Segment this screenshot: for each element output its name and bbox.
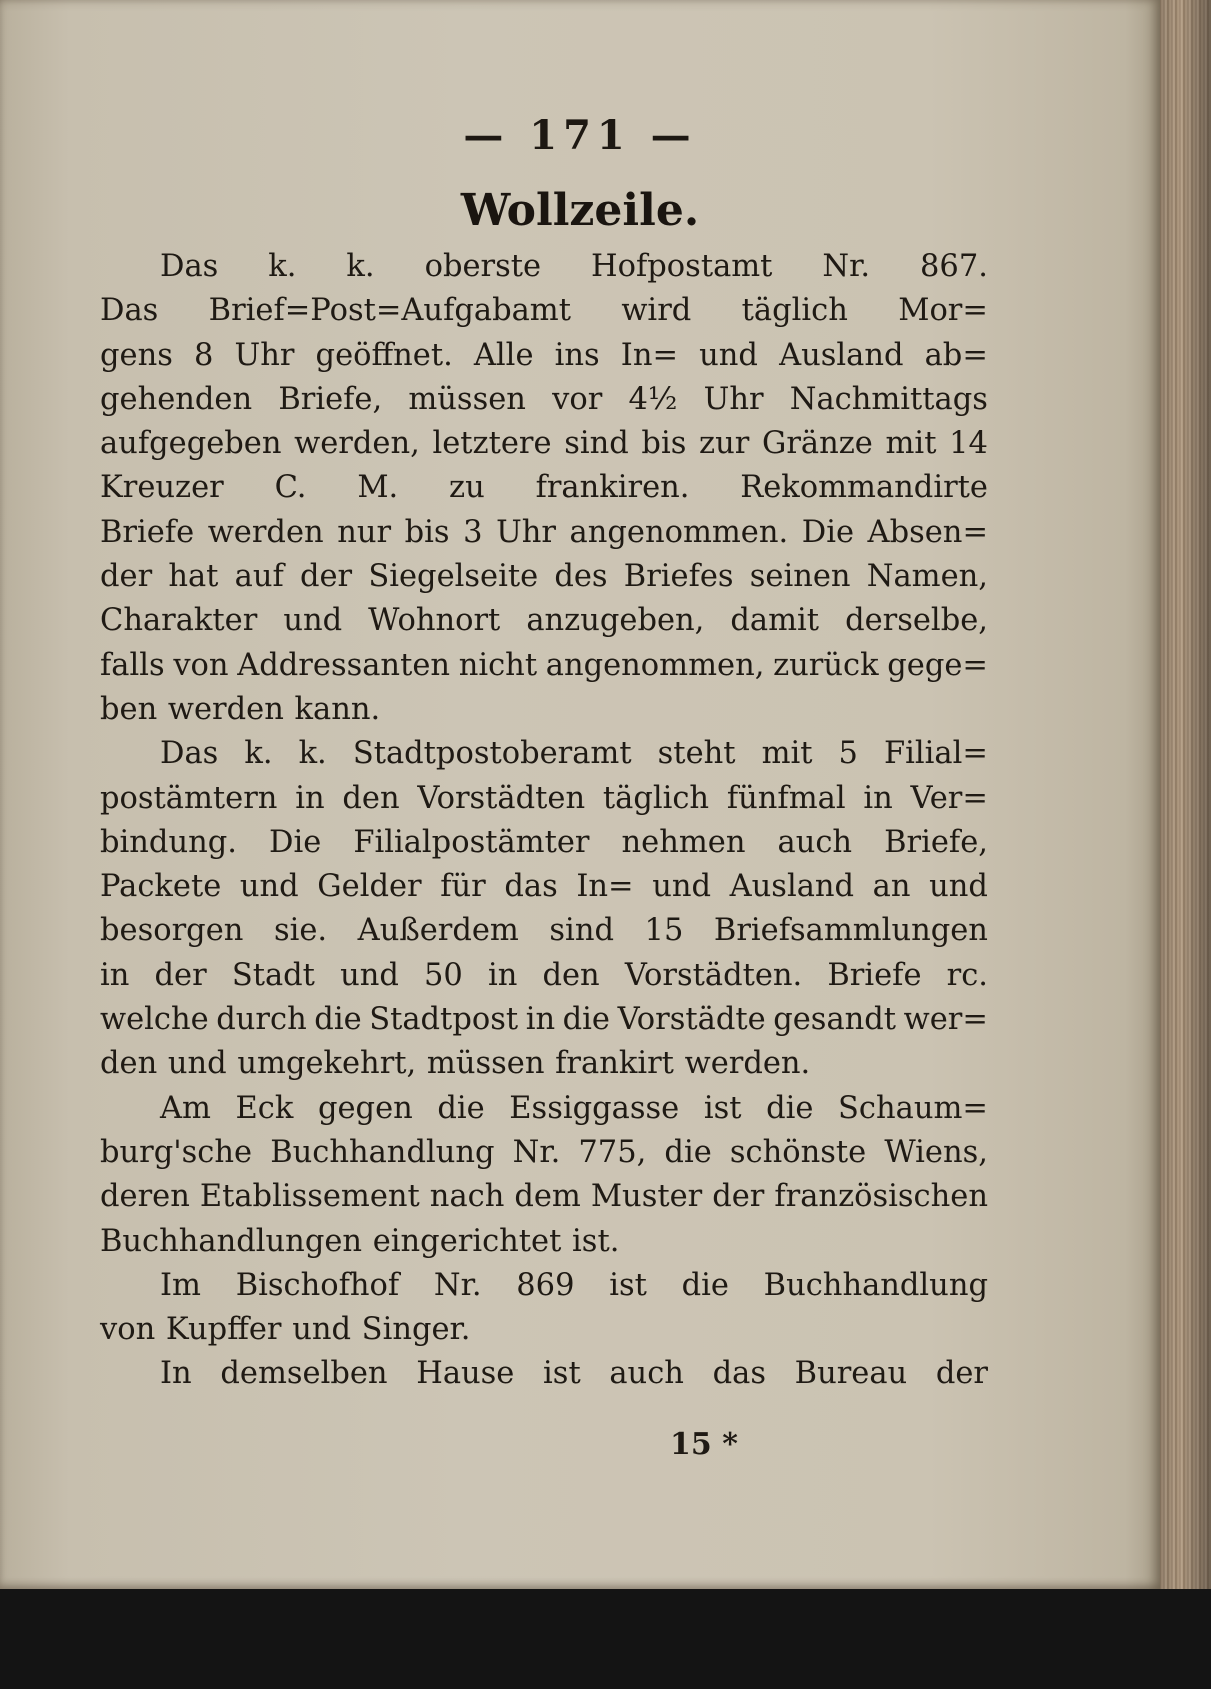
- signature-mark: 15 *: [670, 1427, 738, 1462]
- text-line: von Kupffer und Singer.: [100, 1312, 471, 1348]
- text-line: In demselben Hause ist auch das Bureau der: [160, 1356, 988, 1392]
- page-number: — 171 —: [463, 112, 697, 159]
- text-line: der hat auf der Siegelseite des Briefes seinen Namen,: [100, 559, 988, 595]
- text-line: burg'sche Buchhandlung Nr. 775, die schönste Wiens,: [100, 1134, 988, 1170]
- text-line: besorgen sie. Außerdem sind 15 Briefsammlungen: [100, 913, 988, 949]
- text-line: welche durch die Stadtpost in die Vorstädte gesandt wer=: [100, 1002, 988, 1038]
- text-line: bindung. Die Filialpostämter nehmen auch Briefe,: [100, 824, 988, 860]
- page-edges: [1160, 0, 1211, 1589]
- body-text: [100, 245, 988, 1397]
- text-line: ben werden kann.: [100, 691, 381, 727]
- text-line: Buchhandlungen eingerichtet ist.: [100, 1223, 620, 1259]
- text-line: Packete und Gelder für das In= und Ausland an und: [100, 869, 988, 905]
- section-title: Wollzeile.: [460, 185, 700, 236]
- text-line: falls von Addressanten nicht angenommen, zurück gege=: [100, 647, 988, 683]
- text-line: postämtern in den Vorstädten täglich fünfmal in Ver=: [100, 780, 988, 816]
- text-line: Charakter und Wohnort anzugeben, damit derselbe,: [100, 603, 988, 639]
- text-line: Im Bischofhof Nr. 869 ist die Buchhandlung: [160, 1267, 988, 1303]
- text-line: Das Brief=Post=Aufgabamt wird täglich Mor=: [100, 293, 988, 329]
- text-line: aufgegeben werden, letztere sind bis zur Gränze mit 14: [100, 426, 988, 462]
- text-line: den und umgekehrt, müssen frankirt werden.: [100, 1046, 811, 1082]
- text-line: Am Eck gegen die Essiggasse ist die Schaum=: [160, 1090, 988, 1126]
- text-line: in der Stadt und 50 in den Vorstädten. Briefe rc.: [100, 957, 988, 993]
- text-line: gens 8 Uhr geöffnet. Alle ins In= und Ausland ab=: [100, 337, 988, 373]
- text-line: Briefe werden nur bis 3 Uhr angenommen. Die Absen=: [100, 514, 988, 550]
- text-line: gehenden Briefe, müssen vor 4½ Uhr Nachmittags: [100, 381, 988, 417]
- text-line: Das k. k. Stadtpostoberamt steht mit 5 Filial=: [160, 736, 988, 772]
- text-line: deren Etablissement nach dem Muster der französischen: [100, 1179, 988, 1215]
- text-line: Das k. k. oberste Hofpostamt Nr. 867.: [160, 249, 988, 284]
- text-line: Kreuzer C. M. zu frankiren. Rekommandirte: [100, 470, 988, 506]
